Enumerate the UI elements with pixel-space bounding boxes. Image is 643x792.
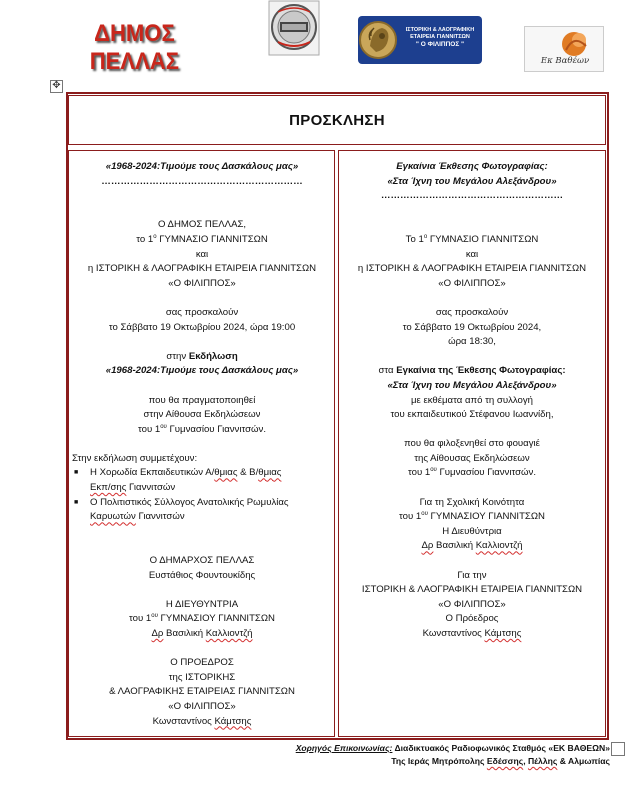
left-sig-director-name: Δρ Βασιλική Καλλιοντζή xyxy=(151,628,253,639)
right-event-title: «Στα Ίχνη του Μεγάλου Αλεξάνδρου» xyxy=(387,379,557,391)
right-sig-school-name: Δρ Βασιλική Καλλιοντζή xyxy=(421,540,523,552)
left-place-2: στην Αίθουσα Εκδηλώσεων xyxy=(143,409,261,421)
gymnasium-emblem-graphic xyxy=(268,0,320,56)
right-sig-school-org: του $1^{o\upsilon}$ ΓΥΜΝΑΣΙΟΥ ΓΙΑΝΝΙΤΣΩΝ xyxy=(399,511,545,523)
table-move-handle-icon[interactable]: ✥ xyxy=(50,80,63,93)
right-date: το Σάββατο 19 Οκτωβρίου 2024, xyxy=(402,321,542,333)
footer-sponsor xyxy=(200,743,610,753)
invitation-title: ΠΡΟΣΚΛΗΣΗ xyxy=(289,112,385,129)
left-org-etaireia: η ΙΣΤΟΡΙΚΗ & ΛΑΟΓΡΑΦΙΚΗ ΕΤΑΙΡΕΙΑ ΓΙΑΝΝΙΤΣΩΝ xyxy=(87,263,317,275)
left-sig-president-name: Κωνσταντίνος Κάμτσης xyxy=(152,715,252,727)
etaireia-logo-line1: ΙΣΤΟΡΙΚΗ & ΛΑΟΓΡΑΦΙΚΗ xyxy=(405,27,475,33)
right-heading-2: «Στα Ίχνη του Μεγάλου Αλεξάνδρου» xyxy=(387,175,557,187)
left-sig-president-role: Ο ΠΡΟΕΔΡΟΣ xyxy=(170,657,234,669)
left-place-1: που θα πραγματοποιηθεί xyxy=(148,394,256,406)
right-event-line: στα Εγκαίνια της Έκθεσης Φωτογραφίας: xyxy=(378,365,566,377)
footer-sponsor-label: Χορηγός Επικοινωνίας: xyxy=(295,743,393,753)
left-sig-president-org3: «Ο ΦΙΛΙΠΠΟΣ» xyxy=(168,700,236,712)
etaireia-logo-line2: ΕΤΑΙΡΕΙΑ ΓΙΑΝΝΙΤΣΩΝ xyxy=(410,34,470,40)
footer-sponsor-text: Διαδικτυακός Ραδιοφωνικός Σταθμός «ΕΚ ΒΑΘΕΩΝ» xyxy=(392,743,610,753)
right-sig-etaireia-for: Για την xyxy=(457,569,487,581)
ek-vatheon-logo xyxy=(524,26,604,72)
right-desc-2: του εκπαιδευτικού Στέφανου Ιωαννίδη, xyxy=(390,409,554,421)
right-sig-school-for: Για τη Σχολική Κοινότητα xyxy=(419,496,525,508)
left-participants-label: Στην εκδήλωση συμμετέχουν: xyxy=(72,452,198,464)
right-sig-school-role: Η Διευθύντρια xyxy=(442,525,502,537)
left-event-line: στην Εκδήλωση xyxy=(166,350,238,362)
left-and: και xyxy=(195,248,209,260)
left-heading: «1968-2024:Τιμούμε τους Δασκάλους μας» xyxy=(105,161,299,172)
participants-list xyxy=(72,466,332,524)
left-column-content xyxy=(72,160,332,729)
right-heading-1: Εγκαίνια Έκθεσης Φωτογραφίας: xyxy=(396,161,548,172)
right-sig-etaireia-org: ΙΣΤΟΡΙΚΗ & ΛΑΟΓΡΑΦΙΚΗ ΕΤΑΙΡΕΙΑ ΓΙΑΝΝΙΤΣΩΝ xyxy=(361,584,583,596)
right-desc-1: με εκθέματα από τη συλλογή xyxy=(410,394,534,406)
footer-metropolis: Της Ιεράς Μητρόπολης Εδέσσης, Πέλλης & Αλμωπίας xyxy=(391,756,610,766)
right-host-3: του $1^{o\upsilon}$ Γυμνασίου Γιαννιτσών. xyxy=(407,467,537,479)
left-org-gymnasio: το $1^o$ ΓΥΜΝΑΣΙΟ ΓΙΑΝΝΙΤΣΩΝ xyxy=(136,233,268,245)
right-sig-etaireia-name: Κωνσταντίνος Κάμτσης xyxy=(422,628,522,639)
left-sig-director-org: του $1^{o\upsilon}$ ΓΥΜΝΑΣΙΟΥ ΓΙΑΝΝΙΤΣΩΝ xyxy=(129,613,275,625)
left-org-dimos: Ο ΔΗΜΟΣ ΠΕΛΛΑΣ, xyxy=(157,219,247,231)
left-place-3: του $1^{o\upsilon}$ Γυμνασίου Γιαννιτσών. xyxy=(137,423,267,435)
left-event-title: «1968-2024:Τιμούμε τους Δασκάλους μας» xyxy=(105,365,299,377)
left-sig-president-org1: της ΙΣΤΟΡΙΚΗΣ xyxy=(168,671,236,683)
right-host-1: που θα φιλοξενηθεί στο φουαγιέ xyxy=(404,438,540,450)
ek-vatheon-logo-text: Εκ Βαθέων xyxy=(540,56,590,66)
right-sig-etaireia-org2: «Ο ΦΙΛΙΠΠΟΣ» xyxy=(438,598,506,610)
right-invite: σας προσκαλούν xyxy=(435,306,509,318)
etaireia-logo-line3: " Ο ΦΙΛΙΠΠΟΣ " xyxy=(415,41,465,48)
right-dots: ………………………………………………… xyxy=(380,190,564,202)
left-org-filippos: «Ο ΦΙΛΙΠΠΟΣ» xyxy=(168,277,236,289)
dimos-pellas-logo-text: ΔΗΜΟΣ ΠΕΛΛΑΣ xyxy=(89,20,180,75)
left-sig-dimarchos-name: Ευστάθιος Φουντουκίδης xyxy=(148,569,256,581)
right-and: και xyxy=(465,248,479,260)
left-invite: σας προσκαλούν xyxy=(165,306,239,318)
right-column-content xyxy=(342,160,602,642)
dimos-pellas-logo xyxy=(70,18,210,75)
right-sig-etaireia-role: Ο Πρόεδρος xyxy=(445,613,499,625)
left-sig-dimarchos-role: Ο ΔΗΜΑΡΧΟΣ ΠΕΛΛΑΣ xyxy=(149,555,255,567)
gymnasium-emblem xyxy=(268,0,320,56)
left-sig-president-org2: & ΛΑΟΓΡΑΦΙΚΗΣ ΕΤΑΙΡΕΙΑΣ ΓΙΑΝΝΙΤΣΩΝ xyxy=(109,686,295,698)
right-org-gymnasio: Το $1^o$ ΓΥΜΝΑΣΙΟ ΓΙΑΝΝΙΤΣΩΝ xyxy=(405,233,539,245)
right-org-etaireia: η ΙΣΤΟΡΙΚΗ & ΛΑΟΓΡΑΦΙΚΗ ΕΤΑΙΡΕΙΑ ΓΙΑΝΝΙΤΣΩΝ xyxy=(357,263,587,275)
right-org-filippos: «Ο ΦΙΛΙΠΠΟΣ» xyxy=(438,277,506,289)
right-host-2: της Αίθουσας Εκδηλώσεων xyxy=(414,452,530,464)
left-date: το Σάββατο 19 Οκτωβρίου 2024, ώρα 19:00 xyxy=(108,321,296,333)
right-time: ώρα 18:30, xyxy=(448,336,496,348)
participant-item: ■ Η Χορωδία Εκπαιδευτικών Α/θμιας & Β/θμιας Εκπ/σης Γιαννιτσών xyxy=(88,466,332,495)
participant-item: ■ Ο Πολιτιστικός Σύλλογος Ανατολικής Ρωμυλίας Καρυωτών Γιαννιτσών xyxy=(88,496,332,525)
left-sig-director-role: Η ΔΙΕΥΘΥΝΤΡΙΑ xyxy=(165,598,239,610)
etaireia-filippos-logo xyxy=(358,16,482,64)
left-dots: ……………………………………………………… xyxy=(101,175,303,187)
text-box-handle[interactable] xyxy=(611,742,625,756)
